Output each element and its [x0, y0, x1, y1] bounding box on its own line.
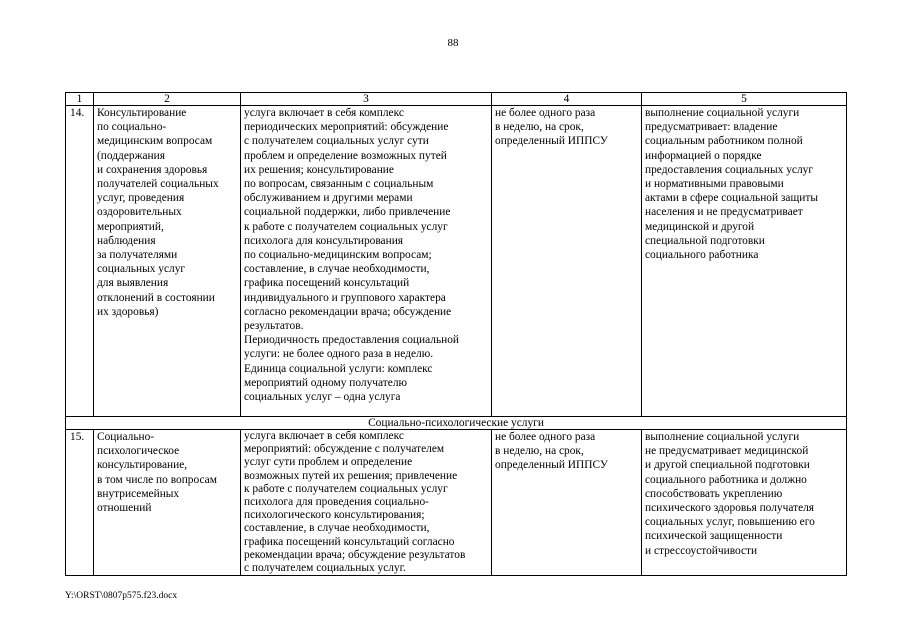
- table-row: [66, 106, 847, 417]
- header-cell-2: 2: [94, 93, 241, 106]
- header-row: [66, 93, 847, 106]
- row-number: 14.: [66, 106, 94, 417]
- service-description: услуга включает в себя комплекс мероприятий: обсуждение с получателем услуг сути проблем и определение возможных путей их решения; привлечение к работе с получателем социальных услуг психолога для проведения социально- психологического консультирования; составление, в случае необходимости, графика посещений консультаций согласно рекомендации врача; обсуждение результатов с получателем социальных услуг.: [241, 430, 492, 576]
- section-title: Социально-психологические услуги: [66, 417, 847, 430]
- service-frequency: не более одного раза в неделю, на срок, определенный ИППСУ: [492, 430, 642, 576]
- header-cell-5: 5: [642, 93, 847, 106]
- service-name: Консультирование по социально- медицинским вопросам (поддержания и сохранения здоровья получателей социальных услуг, проведения оздоровительных мероприятий, наблюдения за получателями социальных услуг для выявления отклонений в состоянии их здоровья): [94, 106, 241, 417]
- header-cell-4: 4: [492, 93, 642, 106]
- service-conditions: выполнение социальной услуги не предусматривает медицинской и другой специальной подготовки социального работника и должно способствовать укреплению психического здоровья получателя социальных услуг, повышению его психической защищенности и стрессоустойчивости: [642, 430, 847, 576]
- service-name: Социально- психологическое консультирование, в том числе по вопросам внутрисемейных отношений: [94, 430, 241, 576]
- row-number: 15.: [66, 430, 94, 576]
- service-conditions: выполнение социальной услуги предусматривает: владение социальным работником полной информацией о порядке предоставления социальных услуг и нормативными правовыми актами в сфере социальной защиты населения и не предусматривает медицинской и другой специальной подготовки социального работника: [642, 106, 847, 417]
- file-path-footer: Y:\ORST\0807p575.f23.docx: [65, 591, 178, 601]
- services-table: [65, 92, 847, 576]
- page-number: 88: [447, 37, 459, 49]
- header-cell-1: 1: [66, 93, 94, 106]
- section-row: [66, 417, 847, 430]
- table-row: [66, 430, 847, 576]
- service-description: услуга включает в себя комплекс периодических мероприятий: обсуждение с получателем социальных услуг сути проблем и определение возможных путей их решения; консультирование по вопросам, связанным с социальным обслуживанием и другими мерами социальной поддержки, либо привлечение к работе с получателем социальных услуг психолога для консультирования по социально-медицинским вопросам; составление, в случае необходимости, графика посещений консультаций индивидуального и группового характера согласно рекомендации врача; обсуждение результатов. Периодичность предоставления социальной услуги: не более одного раза в неделю. Единица социальной услуги: комплекс мероприятий одному получателю социальных услуг – одна услуга: [241, 106, 492, 417]
- header-cell-3: 3: [241, 93, 492, 106]
- service-frequency: не более одного раза в неделю, на срок, определенный ИППСУ: [492, 106, 642, 417]
